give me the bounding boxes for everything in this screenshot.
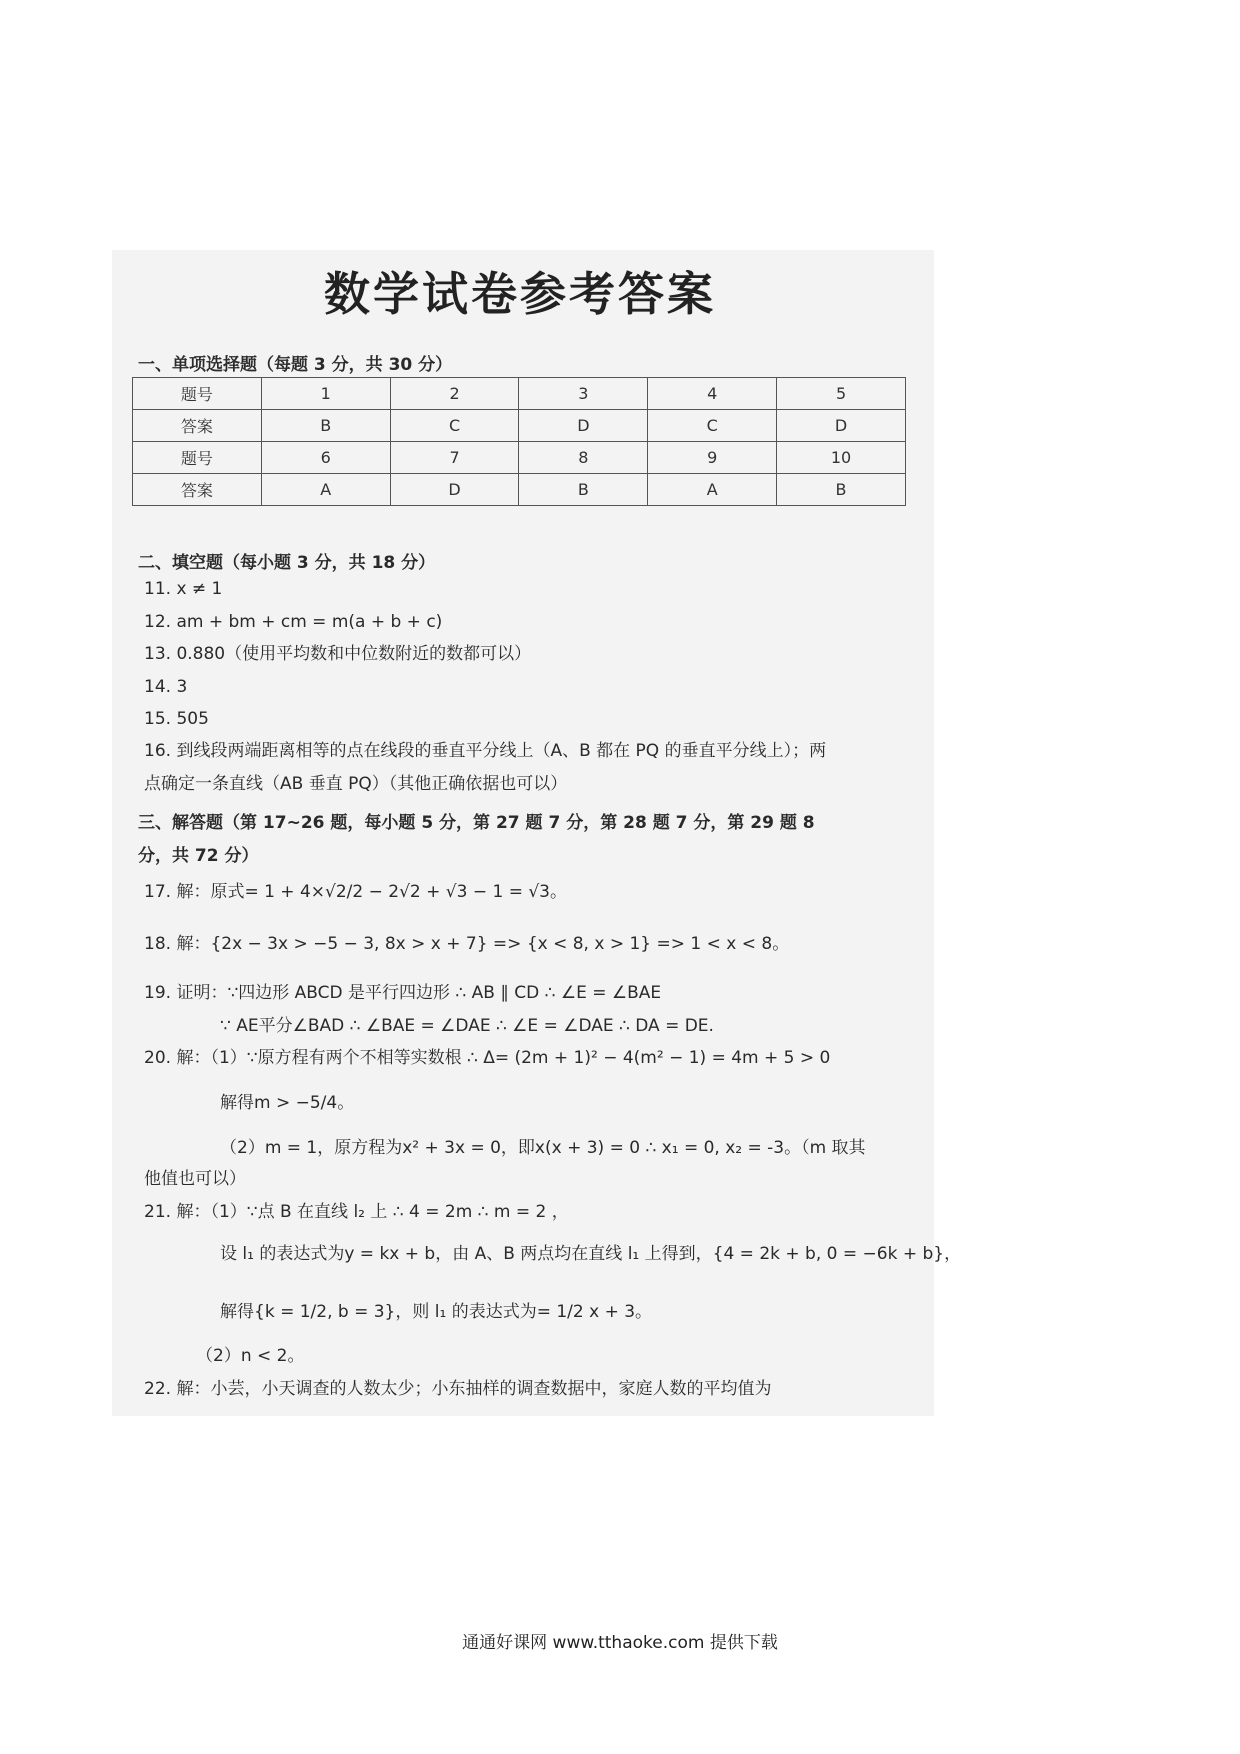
section-3-heading: 三、解答题（第 17~26 题，每小题 5 分，第 27 题 7 分，第 28 题 7 分，第 29 题 8 <box>138 813 815 833</box>
solution-17: 17. 解：原式= 1 + 4×√2/2 − 2√2 + √3 − 1 = √3。 <box>144 882 567 902</box>
solution-22: 22. 解：小芸，小天调查的人数太少；小东抽样的调查数据中，家庭人数的平均值为 <box>144 1379 772 1399</box>
table-cell: 5 <box>777 378 906 410</box>
table-cell: 10 <box>777 442 906 474</box>
table-cell: A <box>648 474 777 506</box>
solution-20-line-1: 20. 解：（1）∵原方程有两个不相等实数根 ∴ Δ= (2m + 1)² − 4(m² − 1) = 4m + 5 > 0 <box>144 1048 831 1068</box>
table-row <box>133 442 906 474</box>
answer-13: 13. 0.880（使用平均数和中位数附近的数都可以） <box>144 644 532 664</box>
table-row <box>133 474 906 506</box>
table-cell: D <box>519 410 648 442</box>
table-cell: 1 <box>261 378 390 410</box>
solution-21-line-1: 21. 解：（1）∵点 B 在直线 l₂ 上 ∴ 4 = 2m ∴ m = 2 ， <box>144 1202 569 1222</box>
answer-15: 15. 505 <box>144 709 209 729</box>
table-cell: D <box>390 474 519 506</box>
table-cell: B <box>261 410 390 442</box>
solution-20-line-2: 解得m > −5/4。 <box>220 1093 355 1113</box>
section-1-heading: 一、单项选择题（每题 3 分，共 30 分） <box>138 355 453 375</box>
table-row <box>133 378 906 410</box>
table-cell: C <box>648 410 777 442</box>
section-2-heading: 二、填空题（每小题 3 分，共 18 分） <box>138 553 436 573</box>
table-cell: 2 <box>390 378 519 410</box>
solution-20-line-3: （2）m = 1，原方程为x² + 3x = 0，即x(x + 3) = 0 ∴ x₁ = 0, x₂ = -3。（m 取其 <box>220 1138 866 1158</box>
section-3-heading-cont: 分，共 72 分） <box>138 846 259 866</box>
table-cell: 3 <box>519 378 648 410</box>
table-cell: 答案 <box>133 410 262 442</box>
table-cell: D <box>777 410 906 442</box>
solution-21-line-2: 设 l₁ 的表达式为y = kx + b，由 A、B 两点均在直线 l₁ 上得到，{4 = 2k + b, 0 = −6k + b}， <box>220 1244 962 1264</box>
solution-19-line-1: 19. 证明：∵四边形 ABCD 是平行四边形 ∴ AB ∥ CD ∴ ∠E = ∠BAE <box>144 983 662 1003</box>
table-cell: 答案 <box>133 474 262 506</box>
answer-14: 14. 3 <box>144 677 188 697</box>
table-row <box>133 410 906 442</box>
table-cell: 4 <box>648 378 777 410</box>
table-cell: A <box>261 474 390 506</box>
table-cell: 题号 <box>133 378 262 410</box>
table-cell: C <box>390 410 519 442</box>
table-cell: 题号 <box>133 442 262 474</box>
answer-16-line-2: 点确定一条直线（AB 垂直 PQ）（其他正确依据也可以） <box>144 774 568 794</box>
answer-12: 12. am + bm + cm = m(a + b + c) <box>144 612 443 632</box>
footer-source: 通通好课网 www.tthaoke.com 提供下载 <box>462 1633 778 1653</box>
answer-table <box>132 377 906 506</box>
table-cell: 6 <box>261 442 390 474</box>
table-cell: B <box>777 474 906 506</box>
solution-21-line-4: （2）n < 2。 <box>196 1346 305 1366</box>
answer-11: 11. x ≠ 1 <box>144 579 223 599</box>
table-cell: 9 <box>648 442 777 474</box>
table-cell: 8 <box>519 442 648 474</box>
page-title: 数学试卷参考答案 <box>324 267 716 321</box>
table-cell: 7 <box>390 442 519 474</box>
solution-18: 18. 解：{2x − 3x > −5 − 3, 8x > x + 7} => {x < 8, x > 1} => 1 < x < 8。 <box>144 934 790 954</box>
table-cell: B <box>519 474 648 506</box>
solution-20-line-4: 他值也可以） <box>144 1169 246 1189</box>
solution-21-line-3: 解得{k = 1/2, b = 3}，则 l₁ 的表达式为= 1/2 x + 3。 <box>220 1302 653 1322</box>
solution-19-line-2: ∵ AE平分∠BAD ∴ ∠BAE = ∠DAE ∴ ∠E = ∠DAE ∴ DA = DE. <box>220 1016 714 1036</box>
answer-16-line-1: 16. 到线段两端距离相等的点在线段的垂直平分线上（A、B 都在 PQ 的垂直平分线上）；两 <box>144 741 827 761</box>
